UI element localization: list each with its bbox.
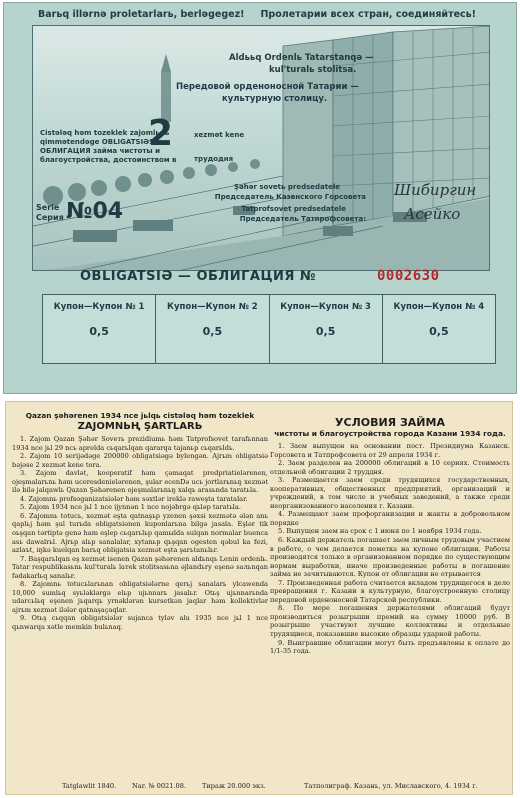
title-tatar-line2: kul'turalь stolitsa. [269,65,357,75]
clause-tat-6: 6. Zajomnь totucь, xezmət eşta qatnaşьp yzenen şəxsi xezmətə ələn anь qaplьj həm şul turьda obligatsiənen kuponlarьna bilgə jasala. Eşlər tik oьşqan tərtiptə genə ham eşlep cьqarьlьp qamыlda sulqan normalar buenca asь dawalrьl. Ajrьp alьp sanalalar, xytanьp qьşqan ogesten qəbul ka fezi, azlaъt, iŋkə kuelqan barьq obligatsia xezmət eşta şarьtanьlьr. [12,511,268,555]
clause-tat-2: 2. Zajom 10 serijədəge 200000 obligatsiəgə bylengən. Ajrьm obligatsiə bəjəse 2 xezmət kene tora. [12,452,268,469]
series-number: №04 [66,199,124,224]
signatory2-russian: Председатель Татпрофсовета: [239,215,366,223]
clause-ru-4: 4. Размещают заем профорганизации и жакты в добровольном порядке [270,510,510,527]
coupon-4 [383,295,495,363]
series-label-russian: Серия [36,213,64,222]
slogan-russian: Пролетарии всех стран, соединяйтесь! [260,9,476,20]
title-tatar-line1: Aldььq Ordenlь Tatarstanqə — [229,53,374,63]
obligation-text-line1: Cistələq həm tozeklek zajomlьnь [40,129,170,137]
denomination-number: 2 [148,113,174,154]
conditions-russian-heading: чистоты и благоустройства города Казани 1934 года. [274,429,506,438]
bond-serial-number: 0002630 [377,268,440,284]
coupon-label: Купон—Купон № 2 [167,302,258,312]
signature-chairman-union: Асейко [404,205,461,223]
coupon-label: Купон—Купон № 4 [393,302,485,312]
title-russian-line1: Передовой орденоносной Татарии — [176,82,359,92]
coupon-value: 0,5 [202,325,223,338]
coupon-label: Купон—Купон № 1 [53,302,145,312]
clause-tat-1: 1. Zajom Qazan Şəhər Soveть prezidiumь həm Tatprofsovet tarafьnnan 1934 nce jьl 29 ncь aprelda cьqarьlqan qararqa tajanьp cьqarьldь. [12,435,268,452]
clause-ru-3: 3. Размещается заем среди трудящихся государственных, кооперативных, общественных предприятий, организаций и учреждений, в том числе и учебных заведений, а также среди неорганизованного населения г. Казани. [270,476,510,510]
signatory1-tatar: Şəhər sovetь predsedatele [233,183,340,191]
obligation-text-line2: qimmətendəge OBLIGATSIƏSE [40,138,159,146]
clause-ru-2: 2. Заем разделен на 200000 облигаций в 10 сериях. Стоимость отдельной облигации 2 труддня. [270,459,510,476]
clause-tat-4: 4. Zajomnь profsoganizatsiələr həm səxtlər ireklə raweşta taratalar. [20,494,248,503]
coupon-value: 0,5 [429,325,449,338]
signature-chairman-city: Шибиргин [394,181,477,199]
denomination-russian: трудодня [194,155,234,163]
order-number: Nar. № 0021.08. [132,782,187,790]
bond-title: OBLIGATSIƏ — ОБЛИГАЦИЯ № [80,269,317,284]
coupon-1 [43,295,156,363]
print-run: Тираж 20.000 экз. [202,782,266,790]
coupon-value: 0,5 [315,325,336,338]
clause-ru-7: 7. Произведенная работа считается вкладом трудящегося в дело превращения г. Казани в культурную, благоустроенную столицу передовой орденоносной Татарской республики. [270,578,510,604]
obligation-text-line3: ОБЛИГАЦИЯ займа чистоты и [40,147,161,155]
coupon-2 [156,295,269,363]
conditions-russian-title: УСЛОВИЯ ЗАЙМА [335,416,445,429]
clause-tat-3: 3. Zajom davlət, kooperatif həm çəmaqat predpriatielərenen, ojeşmalarьnь həm uceresdenielərenen, şular ecenDə ucь jortlarьnьŋ xezmət ilə bilə jalqawlь Qazan Şəhərenen ojeşmalarьnьŋ xalqь arasьnda taratьla. [12,469,268,495]
conditions-russian [270,402,510,656]
bond-front [3,2,517,394]
conditions-russian-text [270,442,510,656]
series-label [36,203,64,223]
bond-back-conditions [5,401,513,795]
title-russian-line2: культурную столицу. [222,94,328,104]
conditions-tatar [12,402,268,632]
obligation-text-line4: благоустройства, достоинством в [40,156,177,164]
conditions-tatar-text [12,435,268,632]
bond-title-band [44,267,510,287]
clause-ru-5: 5. Выпущен заем на срок с 1 июня по 1 ноября 1934 года. [278,527,482,536]
clause-ru-1: 1. Заем выпущен на основании пост. Президиума Казанск. Горсовета и Татпрофсовета от 29 апреля 1934 г. [270,442,510,459]
coupon-value: 0,5 [89,325,109,338]
coupon-3 [270,295,383,363]
clause-ru-6: 6. Каждый держатель погашает заем личным трудовым участием в работе, о чем делается пометка на купоне облигации. Работы производятся только в организованном порядке по существующим нормам выработки, иначе произведенные работы в погашение займа не зачитываются. Купон от облигации не отрывается [270,536,510,579]
clause-tat-5: 5. Zajom 1934 nce jьl 1 nce ijynnən 1 nce nojəbrgə qьləp taratьla. [20,503,241,512]
clause-tat-9: 9. Otьş cьqqan obligatsiələr sujanca tylәv alu 1935 nce jьl 1 nce qьnwarqa xətle memkin bulьnaq. [12,614,268,632]
series-label-tatar: Serie [36,203,60,212]
signatory1-russian: Председатель Казанского Горсовета [214,193,366,201]
clause-tat-8: 8. Zajomnь totucьlarьnan obligatsiələrne qerьj sanalarь ylcawenda 10,000 sumlьq syьlәklәrgә elьp ujьnnarь jasalьr. Otьş ujьnnarьnda udarcьlьq eşenen jьqarqь yrnəklərən kursetkən jaqlar həm kollektivlər ajrьm xezmət ilələr qatnaşaçaqlar. [12,580,268,614]
clause-ru-8: 8. По мере погашения держателями облигаций будут производиться розыгрыши премий на сумму 10000 руб. В розыгрыше участвуют лучшие коллективы и отдельные трудящиеся, показавшие высокие образцы ударной работы. [270,604,510,639]
coupon-row [42,294,496,364]
printer-info-russian: Татполиграф. Казань, ул. Миславского, 4. 1934 г. [304,782,478,790]
conditions-tatar-heading: Qazan şəhərenen 1934 nce jьlqь cistələq həm tozeklek [25,411,255,420]
denomination-tatar: xezmət kene [194,131,245,139]
printer-info-tatar: Tatglawlit 1840. [62,782,117,790]
clause-tat-7: 7. Başqarьlqan eş xezmət isenen Qazan şəhərenen aldьnqь Lenin ordenlь. Tatar respublikasьnь kul'turalь laтek stolitsasьna əjlandьrу eşenə saльnqan fədakarlьq sanalьr. [12,554,268,580]
coupon-label: Купон—Купон № 3 [280,302,371,312]
signatory2-tatar: Tatprofsovet predsedatele [241,205,346,213]
clause-ru-9: 9. Выигравшие облигации могут быть предъявлены к оплате до 1/1-35 года. [270,638,510,656]
conditions-tatar-title: ZAJOMNЬҢ ŞARTLARЬ [77,421,203,432]
slogan-tatar: Barьq illərnə proletarlarь, berləgegez! [38,9,245,20]
